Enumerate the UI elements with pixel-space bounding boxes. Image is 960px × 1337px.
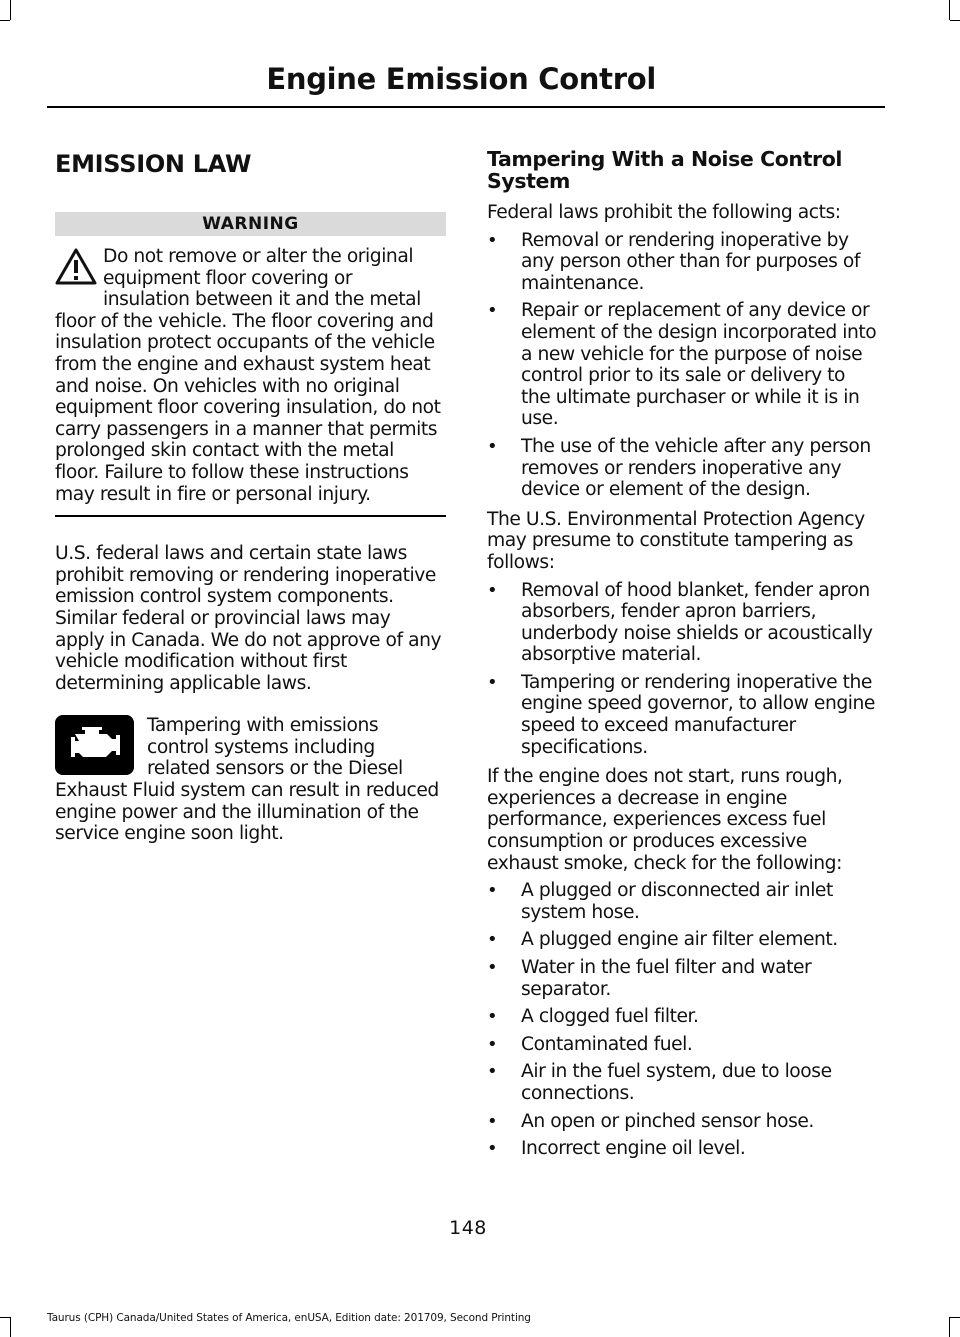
text-line: Tampering with emissions	[147, 715, 379, 737]
left-column	[55, 130, 446, 845]
bullet-list-tampering	[487, 580, 879, 759]
text-line: U.S. federal laws and certain state laws	[55, 543, 407, 565]
text-line: Repair or replacement of any device or	[521, 300, 870, 322]
text-line: Tampering or rendering inoperative the	[521, 671, 872, 693]
bullet-glyph: •	[487, 1033, 498, 1055]
text-line: emission control system components.	[55, 586, 394, 608]
text-line: absorbers, fender apron barriers,	[521, 601, 817, 623]
check-engine-icon	[55, 715, 134, 775]
intro-text: Federal laws prohibit the following acts:	[487, 202, 841, 223]
text-line: any person other than for purposes of	[521, 251, 861, 273]
text-line: Exhaust Fluid system can result in reduced	[55, 780, 439, 802]
warning-block	[55, 246, 446, 517]
text-line: A clogged fuel filter.	[521, 1006, 699, 1028]
text-line: element of the design incorporated into	[521, 321, 877, 343]
bullet-glyph: •	[487, 579, 498, 601]
text-line: carry passengers in a manner that permits	[55, 418, 438, 440]
crop-mark	[950, 1317, 960, 1318]
heading-line: Tampering With a Noise Control	[487, 147, 843, 171]
text-line: exhaust smoke, check for the following:	[487, 852, 842, 874]
list-item	[487, 230, 879, 295]
header-rule	[47, 106, 885, 108]
footer-edition: Taurus (CPH) Canada/United States of America, enUSA, Edition date: 201709, Second Printing	[47, 1312, 531, 1324]
text-line: maintenance.	[521, 272, 644, 294]
bullet-glyph: •	[487, 1061, 498, 1083]
page-header-title: Engine Emission Control	[266, 62, 656, 96]
list-item	[487, 672, 879, 758]
text-line: from the engine and exhaust system heat	[55, 353, 431, 375]
text-line: insulation between it and the metal	[103, 289, 421, 311]
heading-line: System	[487, 169, 570, 193]
text-line: Removal of hood blanket, fender apron	[521, 579, 870, 601]
text-line: prolonged skin contact with the metal	[55, 440, 394, 462]
page-number: 148	[449, 1217, 487, 1239]
text-line: The U.S. Environmental Protection Agency	[487, 508, 865, 530]
warning-triangle-icon	[55, 248, 97, 286]
text-line: Air in the fuel system, due to loose	[521, 1061, 832, 1083]
bullet-list-checks	[487, 880, 879, 1160]
text-line: experiences a decrease in engine	[487, 787, 787, 809]
list-item	[487, 436, 879, 501]
text-line: absorptive material.	[521, 644, 701, 666]
epa-paragraph	[487, 509, 879, 574]
list-item	[487, 1006, 879, 1028]
text-line: service engine soon light.	[55, 823, 284, 845]
text-line: engine speed governor, to allow engine	[521, 693, 875, 715]
bullet-glyph: •	[487, 929, 498, 951]
bullet-glyph: •	[487, 1006, 498, 1028]
text-line: floor of the vehicle. The floor covering and	[55, 310, 434, 332]
bullet-glyph: •	[487, 957, 498, 978]
text-line: engine power and the illumination of the	[55, 801, 419, 823]
emission-law-paragraph	[55, 543, 446, 694]
text-line: specifications.	[521, 736, 648, 758]
bullet-glyph: •	[487, 1138, 498, 1160]
crop-mark	[10, 1317, 11, 1337]
bullet-glyph: •	[487, 229, 498, 251]
text-line: control prior to its sale or delivery to	[521, 365, 846, 387]
bullet-glyph: •	[487, 1110, 498, 1132]
list-item	[487, 1061, 879, 1104]
text-line: Similar federal or provincial laws may	[55, 607, 391, 629]
warning-indented-text	[55, 246, 446, 311]
text-line: consumption or produces excessive	[487, 831, 807, 853]
right-column	[487, 130, 879, 1160]
text-line: follows:	[487, 551, 555, 573]
text-line: Removal or rendering inoperative by	[521, 229, 849, 251]
bullet-glyph: •	[487, 435, 498, 457]
engine-note	[55, 715, 446, 845]
bullet-glyph: •	[487, 300, 498, 322]
text-line: may result in fire or personal injury.	[55, 483, 371, 505]
text-line: If the engine does not start, runs rough,	[487, 766, 843, 788]
crop-mark	[949, 0, 950, 20]
text-line: speed to exceed manufacturer	[521, 715, 796, 737]
text-line: device or element of the design.	[521, 479, 811, 501]
bullet-glyph: •	[487, 880, 498, 902]
text-line: prohibit removing or rendering inoperative	[55, 564, 436, 586]
section-heading: EMISSION LAW	[55, 150, 252, 178]
text-line: related sensors or the Diesel	[147, 758, 403, 780]
text-line: Incorrect engine oil level.	[521, 1138, 746, 1160]
text-line: use.	[521, 408, 559, 430]
crop-mark	[949, 1317, 950, 1337]
text-line: separator.	[521, 978, 611, 1000]
text-line: An open or pinched sensor hose.	[521, 1110, 814, 1132]
crop-mark	[10, 0, 11, 20]
text-line: vehicle modification without first	[55, 651, 347, 673]
crop-mark	[950, 20, 960, 21]
text-line: removes or renders inoperative any	[521, 457, 842, 479]
list-item	[487, 1138, 879, 1160]
text-line: determining applicable laws.	[55, 672, 312, 694]
warning-rule	[55, 515, 446, 517]
subsection-heading	[487, 148, 879, 192]
warning-label: WARNING	[55, 212, 446, 236]
crop-mark	[0, 20, 10, 21]
text-line: equipment floor covering insulation, do not	[55, 397, 441, 419]
text-line: A plugged or disconnected air inlet	[521, 880, 833, 902]
list-item	[487, 1034, 879, 1056]
text-line: performance, experiences excess fuel	[487, 809, 826, 831]
text-line: control systems including	[147, 736, 375, 758]
text-line: and noise. On vehicles with no original	[55, 375, 400, 397]
list-item	[487, 1111, 879, 1133]
text-line: may presume to constitute tampering as	[487, 530, 853, 552]
crop-mark	[0, 1317, 10, 1318]
list-item	[487, 957, 879, 1000]
text-line: The use of the vehicle after any person	[521, 435, 871, 457]
list-item	[487, 929, 879, 951]
text-line: a new vehicle for the purpose of noise	[521, 343, 863, 365]
list-item	[487, 880, 879, 923]
list-item	[487, 300, 879, 430]
text-line: Contaminated fuel.	[521, 1033, 693, 1055]
text-line: insulation protect occupants of the vehicle	[55, 332, 435, 354]
text-line: underbody noise shields or acoustically	[521, 622, 873, 644]
text-line: Do not remove or alter the original	[103, 246, 414, 267]
bullet-glyph: •	[487, 671, 498, 693]
text-line: floor. Failure to follow these instructions	[55, 461, 409, 483]
check-paragraph	[487, 766, 879, 874]
text-line: Water in the fuel filter and water	[521, 957, 812, 978]
text-line: equipment floor covering or	[103, 267, 353, 289]
text-line: the ultimate purchaser or while it is in	[521, 386, 860, 408]
text-line: connections.	[521, 1082, 635, 1104]
list-item	[487, 580, 879, 666]
text-line: A plugged engine air filter element.	[521, 929, 838, 951]
text-line: apply in Canada. We do not approve of any	[55, 629, 442, 651]
bullet-list-acts	[487, 230, 879, 501]
text-line: system hose.	[521, 901, 640, 923]
